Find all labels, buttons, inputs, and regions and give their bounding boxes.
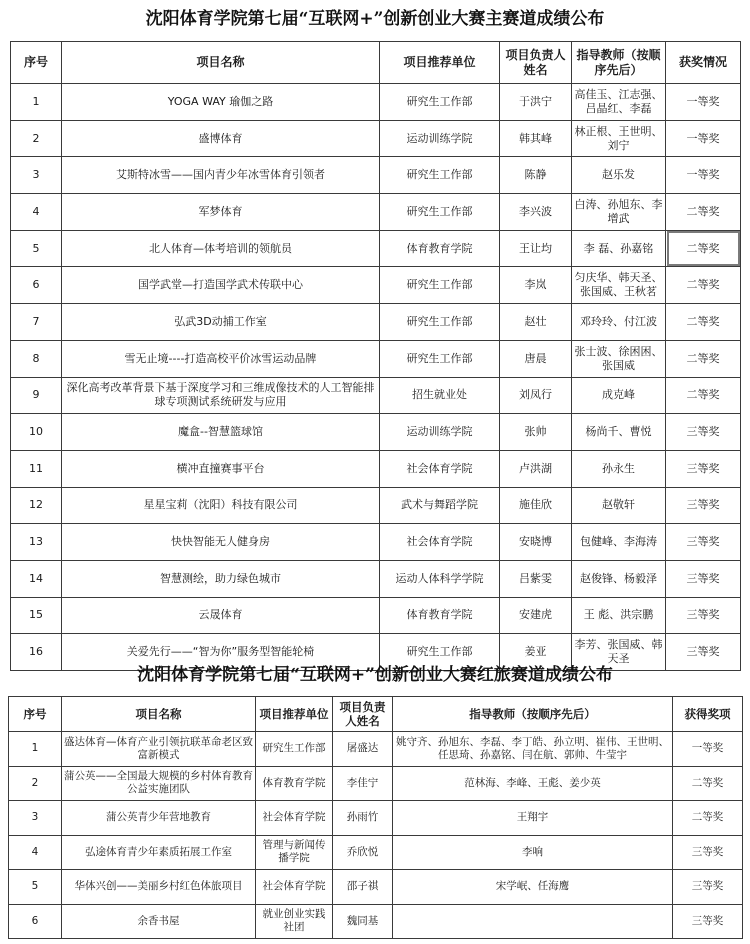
- cell-leader: 李兴波: [500, 194, 572, 231]
- cell-advisors: 李响: [393, 835, 673, 870]
- cell-project-name: 云晟体育: [62, 597, 380, 634]
- cell-unit: 管理与新闻传播学院: [256, 835, 333, 870]
- cell-advisors: 杨尚千、曹悦: [572, 414, 666, 451]
- cell-unit: 就业创业实践社团: [256, 904, 333, 939]
- table-row: [11, 340, 741, 377]
- header-leader: 项目负责人姓名: [500, 42, 572, 84]
- table-row: [11, 194, 741, 231]
- cell-advisors: 王翔宇: [393, 801, 673, 836]
- cell-unit: 体育教育学院: [380, 230, 500, 267]
- table-row: [11, 524, 741, 561]
- cell-project-name: 盛博体育: [62, 120, 380, 157]
- cell-unit: 社会体育学院: [380, 450, 500, 487]
- cell-index: 2: [9, 766, 62, 801]
- header-project-name: 项目名称: [62, 697, 256, 732]
- cell-advisors: 李 磊、孙嘉铭: [572, 230, 666, 267]
- header-unit: 项目推荐单位: [256, 697, 333, 732]
- cell-project-name: 蒲公英青少年营地教育: [62, 801, 256, 836]
- cell-leader: 王让均: [500, 230, 572, 267]
- table-row: [9, 732, 743, 767]
- cell-award: 二等奖: [666, 304, 741, 341]
- cell-award: 一等奖: [666, 84, 741, 121]
- cell-advisors: 匀庆华、韩天圣、张国威、王秋茗: [572, 267, 666, 304]
- cell-project-name: 国学武堂—打造国学武术传联中心: [62, 267, 380, 304]
- cell-project-name: 军梦体育: [62, 194, 380, 231]
- cell-unit: 运动训练学院: [380, 120, 500, 157]
- cell-unit: 运动人体科学学院: [380, 560, 500, 597]
- cell-project-name: 弘武3D动捕工作室: [62, 304, 380, 341]
- table-header-row: [9, 697, 743, 732]
- table-header-row: [11, 42, 741, 84]
- cell-advisors: 赵俊锋、杨毅泽: [572, 560, 666, 597]
- cell-leader: 吕紫雯: [500, 560, 572, 597]
- cell-advisors: 赵敬轩: [572, 487, 666, 524]
- table-row: [9, 766, 743, 801]
- cell-leader: 卢洪湖: [500, 450, 572, 487]
- header-advisors: 指导教师（按顺序先后）: [572, 42, 666, 84]
- table-row: [11, 487, 741, 524]
- cell-unit: 研究生工作部: [380, 84, 500, 121]
- cell-leader: 施佳欣: [500, 487, 572, 524]
- cell-index: 14: [11, 560, 62, 597]
- table-row: [11, 267, 741, 304]
- cell-index: 6: [9, 904, 62, 939]
- header-index: 序号: [9, 697, 62, 732]
- cell-unit: 研究生工作部: [380, 304, 500, 341]
- cell-index: 10: [11, 414, 62, 451]
- cell-award: 三等奖: [666, 450, 741, 487]
- red-track-results-table: [8, 696, 743, 939]
- cell-project-name: 魔盒--智慧篮球馆: [62, 414, 380, 451]
- cell-award: 二等奖: [666, 267, 741, 304]
- cell-unit: 研究生工作部: [380, 340, 500, 377]
- cell-project-name: 艾斯特冰雪——国内青少年冰雪体育引领者: [62, 157, 380, 194]
- cell-index: 12: [11, 487, 62, 524]
- cell-project-name: 横冲直撞赛事平台: [62, 450, 380, 487]
- cell-index: 2: [11, 120, 62, 157]
- cell-unit: 体育教育学院: [380, 597, 500, 634]
- cell-advisors: 孙永生: [572, 450, 666, 487]
- header-unit: 项目推荐单位: [380, 42, 500, 84]
- table-row: [11, 304, 741, 341]
- cell-award: 三等奖: [666, 487, 741, 524]
- cell-leader: 于洪宁: [500, 84, 572, 121]
- main-track-results-table: [10, 41, 741, 671]
- cell-project-name: 智慧测绘，助力绿色城市: [62, 560, 380, 597]
- cell-project-name: 快快智能无人健身房: [62, 524, 380, 561]
- cell-index: 5: [11, 230, 62, 267]
- table-row: [11, 597, 741, 634]
- table-row: [9, 870, 743, 905]
- table-row: [11, 377, 741, 414]
- table-row: [9, 835, 743, 870]
- cell-project-name: 华体兴创——美丽乡村红色体旅项目: [62, 870, 256, 905]
- cell-project-name: 雪无止境----打造高校平价冰雪运动品牌: [62, 340, 380, 377]
- cell-award: 三等奖: [666, 414, 741, 451]
- cell-award: 三等奖: [666, 560, 741, 597]
- cell-project-name: 余香书屋: [62, 904, 256, 939]
- table-row: [9, 801, 743, 836]
- cell-unit: 研究生工作部: [256, 732, 333, 767]
- cell-index: 5: [9, 870, 62, 905]
- cell-leader: 韩其峰: [500, 120, 572, 157]
- cell-leader: 魏同基: [333, 904, 393, 939]
- cell-advisors: 赵乐发: [572, 157, 666, 194]
- table-row: [11, 120, 741, 157]
- cell-advisors: 王 彪、洪宗鹏: [572, 597, 666, 634]
- cell-advisors: 白涛、孙旭东、李增武: [572, 194, 666, 231]
- cell-unit: 招生就业处: [380, 377, 500, 414]
- cell-index: 8: [11, 340, 62, 377]
- header-advisors: 指导教师（按顺序先后）: [393, 697, 673, 732]
- cell-award: 一等奖: [666, 120, 741, 157]
- cell-unit: 武术与舞蹈学院: [380, 487, 500, 524]
- cell-leader: 张帅: [500, 414, 572, 451]
- cell-project-name: 星星宝莉（沈阳）科技有限公司: [62, 487, 380, 524]
- cell-project-name: 蒲公英——全国最大规模的乡村体育教育公益实施团队: [62, 766, 256, 801]
- cell-award: 三等奖: [666, 634, 741, 671]
- red-track-title: 沈阳体育学院第七届“互联网+”创新创业大赛红旅赛道成绩公布: [137, 665, 613, 685]
- cell-unit: 研究生工作部: [380, 157, 500, 194]
- cell-unit: 体育教育学院: [256, 766, 333, 801]
- cell-award: 三等奖: [673, 870, 743, 905]
- cell-advisors: 包健峰、李海涛: [572, 524, 666, 561]
- cell-leader: 李岚: [500, 267, 572, 304]
- cell-project-name: 关爱先行——“智为你”服务型智能轮椅: [62, 634, 380, 671]
- header-index: 序号: [11, 42, 62, 84]
- cell-leader: 乔欣悦: [333, 835, 393, 870]
- cell-award: 二等奖: [673, 801, 743, 836]
- cell-unit: 社会体育学院: [256, 870, 333, 905]
- cell-advisors: 邓玲玲、付江波: [572, 304, 666, 341]
- table-row: [11, 414, 741, 451]
- cell-index: 9: [11, 377, 62, 414]
- cell-index: 13: [11, 524, 62, 561]
- header-award: 获得奖项: [673, 697, 743, 732]
- cell-award: 二等奖: [666, 377, 741, 414]
- cell-advisors: 张士波、徐困困、张国威: [572, 340, 666, 377]
- cell-index: 4: [9, 835, 62, 870]
- cell-unit: 研究生工作部: [380, 267, 500, 304]
- header-award: 获奖情况: [666, 42, 741, 84]
- cell-project-name: YOGA WAY 瑜伽之路: [62, 84, 380, 121]
- cell-leader: 刘凤行: [500, 377, 572, 414]
- table-row: [9, 904, 743, 939]
- cell-unit: 社会体育学院: [256, 801, 333, 836]
- cell-leader: 唐晨: [500, 340, 572, 377]
- header-project-name: 项目名称: [62, 42, 380, 84]
- cell-index: 3: [9, 801, 62, 836]
- cell-award: 三等奖: [673, 835, 743, 870]
- cell-project-name: 北人体育—体考培训的领航员: [62, 230, 380, 267]
- cell-index: 15: [11, 597, 62, 634]
- table-row: [11, 84, 741, 121]
- cell-leader: 赵壮: [500, 304, 572, 341]
- cell-award: 二等奖: [666, 230, 741, 267]
- cell-leader: 安晓博: [500, 524, 572, 561]
- cell-advisors: 成克峰: [572, 377, 666, 414]
- cell-index: 1: [11, 84, 62, 121]
- cell-award: 一等奖: [666, 157, 741, 194]
- cell-advisors: 范林海、李峰、王彪、姜少英: [393, 766, 673, 801]
- cell-leader: 姜亚: [500, 634, 572, 671]
- cell-leader: 孙雨竹: [333, 801, 393, 836]
- cell-project-name: 深化高考改革背景下基于深度学习和三维成像技术的人工智能排球专项测试系统研发与应用: [62, 377, 380, 414]
- cell-award: 二等奖: [673, 766, 743, 801]
- table-row: [11, 157, 741, 194]
- cell-leader: 安建虎: [500, 597, 572, 634]
- cell-index: 6: [11, 267, 62, 304]
- cell-award: 一等奖: [673, 732, 743, 767]
- cell-advisors: 姚守齐、孙旭东、李磊、李丁皓、孙立明、崔伟、王世明、任思琦、孙嘉铭、闫在航、郭帅、牛莹宇: [393, 732, 673, 767]
- cell-unit: 社会体育学院: [380, 524, 500, 561]
- cell-award: 二等奖: [666, 194, 741, 231]
- cell-leader: 陈静: [500, 157, 572, 194]
- cell-award: 三等奖: [666, 524, 741, 561]
- cell-leader: 屠盛达: [333, 732, 393, 767]
- cell-advisors: 宋学岷、任海鹰: [393, 870, 673, 905]
- table-row: [11, 450, 741, 487]
- main-track-title: 沈阳体育学院第七届“互联网+”创新创业大赛主赛道成绩公布: [145, 9, 605, 29]
- cell-project-name: 弘途体育青少年素质拓展工作室: [62, 835, 256, 870]
- cell-leader: 邵子祺: [333, 870, 393, 905]
- cell-advisors: 高佳玉、江志强、吕晶红、李磊: [572, 84, 666, 121]
- cell-award: 三等奖: [673, 904, 743, 939]
- cell-index: 7: [11, 304, 62, 341]
- cell-advisors: [393, 904, 673, 939]
- cell-index: 11: [11, 450, 62, 487]
- cell-advisors: 林正根、王世明、刘宁: [572, 120, 666, 157]
- cell-index: 16: [11, 634, 62, 671]
- cell-project-name: 盛达体育—体育产业引领抗联革命老区致富新模式: [62, 732, 256, 767]
- cell-unit: 研究生工作部: [380, 634, 500, 671]
- cell-index: 3: [11, 157, 62, 194]
- table-row: [11, 230, 741, 267]
- cell-award: 三等奖: [666, 597, 741, 634]
- cell-unit: 研究生工作部: [380, 194, 500, 231]
- cell-award: 二等奖: [666, 340, 741, 377]
- header-leader: 项目负责人姓名: [333, 697, 393, 732]
- cell-unit: 运动训练学院: [380, 414, 500, 451]
- cell-leader: 李佳宁: [333, 766, 393, 801]
- cell-advisors: 李芳、张国威、韩天圣: [572, 634, 666, 671]
- cell-index: 1: [9, 732, 62, 767]
- cell-index: 4: [11, 194, 62, 231]
- table-row: [11, 560, 741, 597]
